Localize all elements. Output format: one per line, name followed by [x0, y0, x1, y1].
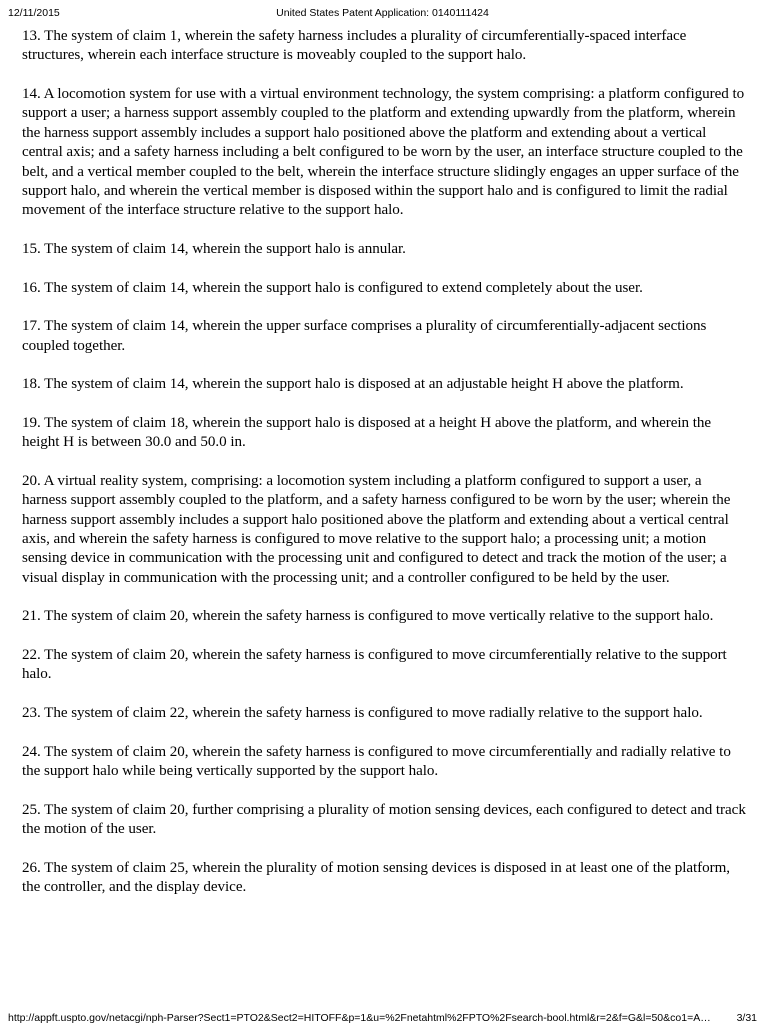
claim-15: 15. The system of claim 14, wherein the support halo is annular.: [22, 241, 406, 258]
claim-18: 18. The system of claim 14, wherein the support halo is disposed at an adjustable height H above the platform.: [22, 376, 684, 393]
claim-24: 24. The system of claim 20, wherein the safety harness is configured to move circumferentially and radially relative to the support halo while being vertically supported by the support halo.: [22, 743, 731, 780]
print-header: [8, 6, 757, 20]
claim-21: 21. The system of claim 20, wherein the safety harness is configured to move vertically relative to the support halo.: [22, 608, 714, 625]
source-url[interactable]: http://appft.uspto.gov/netacgi/nph-Parser?Sect1=PTO2&Sect2=HITOFF&p=1&u=%2Fnetahtml%2FPTO%2Fsearch-bool.html&r=2&f=G&l=50&co1=A…: [8, 1012, 711, 1024]
claim-19: 19. The system of claim 18, wherein the support halo is disposed at a height H above the platform, and wherein the height H is between 30.0 and 50.0 in.: [22, 414, 712, 451]
claim-17: 17. The system of claim 14, wherein the upper surface comprises a plurality of circumferentially-adjacent sections coupled together.: [22, 318, 707, 354]
claim-26: 26. The system of claim 25, wherein the plurality of motion sensing devices is disposed in at least one of the platform, the controller, and the display device.: [22, 859, 731, 896]
claim-22: 22. The system of claim 20, wherein the safety harness is configured to move circumferentially relative to the support halo.: [22, 647, 727, 683]
claim-16: 16. The system of claim 14, wherein the support halo is configured to extend completely about the user.: [22, 279, 643, 296]
print-date: 12/11/2015: [8, 7, 60, 19]
claim-23: 23. The system of claim 22, wherein the safety harness is configured to move radially relative to the support halo.: [22, 705, 703, 722]
claim-25: 25. The system of claim 20, further comprising a plurality of motion sensing devices, each configured to detect and track the motion of the user.: [22, 801, 746, 838]
claim-14: 14. A locomotion system for use with a virtual environment technology, the system comprising: a platform configured to support a user; a harness support assembly coupled to the platform and extending upwardly from the platform, wherein the harness support assembly includes a support halo positioned above the platform and extending about a vertical central axis; and a safety harness including a belt configured to be worn by the user, an interface structure coupled to the belt, and a vertical member coupled to the belt, wherein the interface structure slidingly engages an upper surface of the support halo, and wherein the vertical member is disposed within the support halo and is configured to limit the radial movement of the interface structure relative to the support halo.: [22, 86, 745, 219]
claims-list: [22, 27, 748, 917]
page-number: 3/31: [736, 1012, 757, 1024]
print-footer: [8, 1011, 757, 1025]
document-title: United States Patent Application: 0140111424: [276, 7, 489, 19]
claim-20: 20. A virtual reality system, comprising: a locomotion system including a platform configured to support a user, a harness support assembly coupled to the platform, and a safety harness configured to be worn by the user; wherein the harness support assembly includes a support halo positioned above the platform and extending about a vertical central axis, and wherein the safety harness is configured to move relative to the support halo; a processing unit; a motion sensing device in communication with the processing unit and configured to detect and track the motion of the user; a visual display in communication with the processing unit; and a controller configured to be held by the user.: [22, 472, 731, 586]
claim-13: 13. The system of claim 1, wherein the safety harness includes a plurality of circumferentially-spaced interface structures, wherein each interface structure is moveably coupled to the support halo.: [22, 28, 687, 64]
